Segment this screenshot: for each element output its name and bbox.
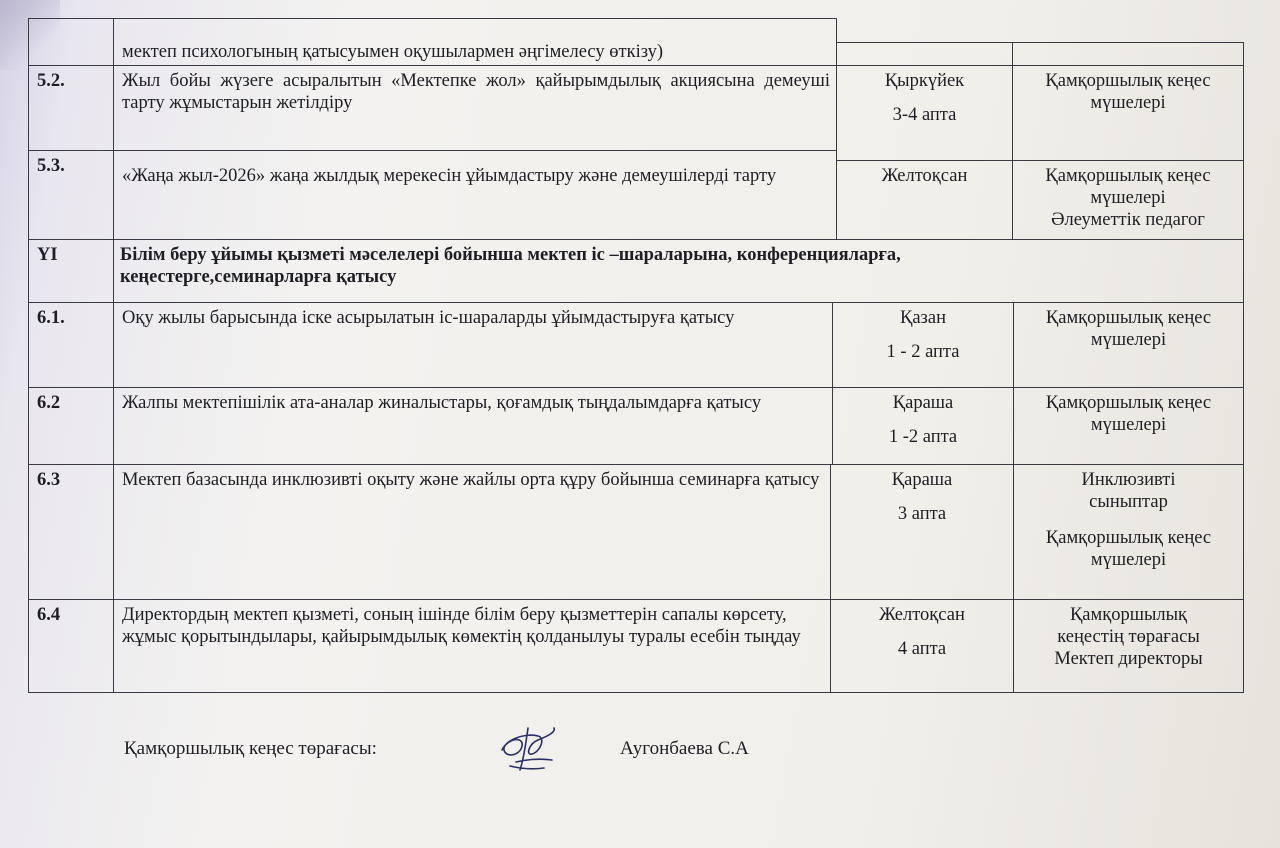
task-cell [113,65,837,151]
row-number-cell [28,387,114,465]
deadline-month: Қараша [891,470,953,490]
task-text: Жалпы мектепішілік ата-аналар жиналыстары, қоғамдық тыңдалымдарға қатысу [122,393,762,413]
deadline-week: 1 - 2 апта [886,342,960,362]
responsible-line: Қамқоршылық кеңес [1045,71,1211,91]
deadline-month: Қараша [892,393,954,413]
responsible-line: Мектеп директоры [1054,649,1203,669]
deadline-cell [830,599,1014,693]
responsible-line: кеңестің төрағасы [1057,627,1200,647]
deadline-month: Қыркүйек [884,71,965,91]
responsible-line: мүшелері [1090,93,1166,113]
deadline-month: Желтоқсан [881,166,968,186]
responsible-line: Қамқоршылық [1069,605,1188,625]
signatory-name: Аугонбаева С.А [620,738,749,759]
responsible-cell [1012,42,1244,66]
deadline-week: 4 апта [897,639,947,659]
signature-label: Қамқоршылық кеңес төрағасы: [124,738,377,759]
row-number-cell [28,464,114,600]
responsible-line: мүшелері [1090,415,1167,435]
deadline-cell [830,464,1014,600]
row-number: 6.3 [37,470,61,490]
row-number: 6.1. [37,308,65,328]
responsible-line: Қамқоршылық кеңес [1045,528,1212,548]
deadline-cell [836,42,1013,66]
task-cell [113,599,831,693]
task-cell [113,464,831,600]
responsible-line: сыныптар [1089,492,1168,512]
responsible-line: Қамқоршылық кеңес [1045,308,1212,328]
section-title-cell [113,239,1244,303]
deadline-cell [836,65,1013,161]
row-number: 5.2. [37,71,65,91]
row-number: 5.3. [37,156,65,176]
task-text: Директордың мектеп қызметі, соның ішінде білім беру қызметтерін сапалы көрсету, жұмыс қорытындылары, қайырымдылық көмектің қолданылуы туралы есебін тыңдау [122,605,801,647]
task-cell [113,18,837,66]
row-number-cell [28,150,114,240]
responsible-cell [1013,387,1244,465]
deadline-cell [832,387,1014,465]
responsible-cell [1012,65,1244,161]
responsible-line: мүшелері [1090,330,1167,350]
row-number-cell [28,302,114,388]
section-number: YI [37,245,58,265]
row-number: 6.2 [37,393,61,413]
signature-mark [494,722,564,774]
responsible-line: Инклюзивті [1081,470,1176,490]
task-text: «Жаңа жыл-2026» жаңа жылдық мерекесін ұйымдастыру және демеушілерді тарту [122,166,777,186]
task-text: Мектеп базасында инклюзивті оқыту және жайлы орта құру бойынша семинарға қатысу [122,470,820,490]
responsible-line: Қамқоршылық кеңес [1045,166,1211,186]
task-text: Оқу жылы барысында іске асырылатын іс-шараларды ұйымдастыруға қатысу [122,308,735,328]
responsible-line: Әлеуметтік педагог [1051,210,1205,230]
task-text: Жыл бойы жүзеге асыралытын «Мектепке жол» қайырымдылық акциясына демеуші тарту жұмыстарын жетілдіру [122,71,830,113]
deadline-month: Желтоқсан [879,605,965,625]
deadline-week: 3 апта [897,504,947,524]
responsible-line: мүшелері [1090,550,1167,570]
responsible-cell [1012,160,1244,240]
row-number-cell [28,599,114,693]
row-number-cell [28,65,114,151]
deadline-cell [836,160,1013,240]
responsible-cell [1013,302,1244,388]
deadline-cell [832,302,1014,388]
section-number-cell [28,239,114,303]
task-text: мектеп психологының қатысуымен оқушылармен әңгімелесу өткізу) [122,42,664,62]
deadline-week: 1 -2 апта [888,427,958,447]
responsible-line: Қамқоршылық кеңес [1045,393,1212,413]
responsible-cell [1013,464,1244,600]
responsible-line: мүшелері [1090,188,1166,208]
responsible-cell [1013,599,1244,693]
row-number-cell [28,18,114,66]
row-number: 6.4 [37,605,61,625]
task-cell [113,387,833,465]
task-cell [113,150,837,240]
deadline-week: 3-4 апта [892,105,957,125]
deadline-month: Қазан [900,308,946,328]
task-cell [113,302,833,388]
section-title: Білім беру ұйымы қызметі мәселелері бойынша мектеп іс –шараларына, конференцияларға, кеңестерге,семинарларға қатысу [120,245,901,287]
